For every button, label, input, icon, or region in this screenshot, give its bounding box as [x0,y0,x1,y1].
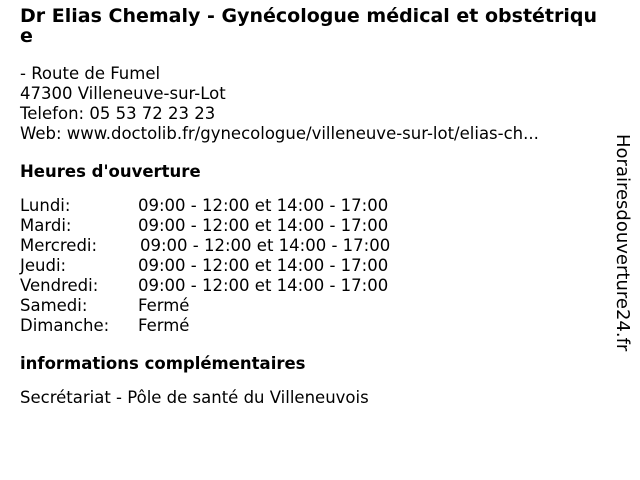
hours-time: 09:00 - 12:00 et 14:00 - 17:00 [138,196,389,215]
hours-day: Lundi: [20,196,71,215]
hours-time: Fermé [138,316,190,335]
city-address: 47300 Villeneuve-sur-Lot [20,84,226,103]
hours-time: 09:00 - 12:00 et 14:00 - 17:00 [138,256,389,275]
hours-row-mardi [20,216,600,236]
hours-day: Jeudi: [20,256,67,275]
website-link[interactable]: Web: www.doctolib.fr/gynecologue/villeneuve-sur-lot/elias-ch... [20,124,539,143]
brand-watermark: Horairesdouverture24.fr [612,134,633,352]
info-text: Secrétariat - Pôle de santé du Villeneuvois [20,388,369,407]
address-block [20,64,600,144]
street-address: - Route de Fumel [20,64,161,83]
hours-row-vendredi [20,276,600,296]
business-card [20,6,600,408]
page-title: Dr Elias Chemaly - Gynécologue médical et obstétrique [20,5,598,47]
info-heading: informations complémentaires [20,354,306,373]
hours-row-lundi [20,196,600,216]
hours-time: 09:00 - 12:00 et 14:00 - 17:00 [138,216,389,235]
hours-table [20,196,600,336]
hours-day: Mardi: [20,216,72,235]
hours-row-samedi [20,296,600,316]
hours-time: Fermé [138,296,190,315]
hours-day: Mercredi: [20,236,98,255]
hours-day: Samedi: [20,296,88,315]
hours-time: 09:00 - 12:00 et 14:00 - 17:00 [140,236,391,255]
hours-row-mercredi [20,236,600,256]
hours-day: Dimanche: [20,316,110,335]
hours-day: Vendredi: [20,276,99,295]
hours-time: 09:00 - 12:00 et 14:00 - 17:00 [138,276,389,295]
hours-heading: Heures d'ouverture [20,162,201,181]
hours-row-jeudi [20,256,600,276]
phone-number: Telefon: 05 53 72 23 23 [20,104,216,123]
hours-row-dimanche [20,316,600,336]
